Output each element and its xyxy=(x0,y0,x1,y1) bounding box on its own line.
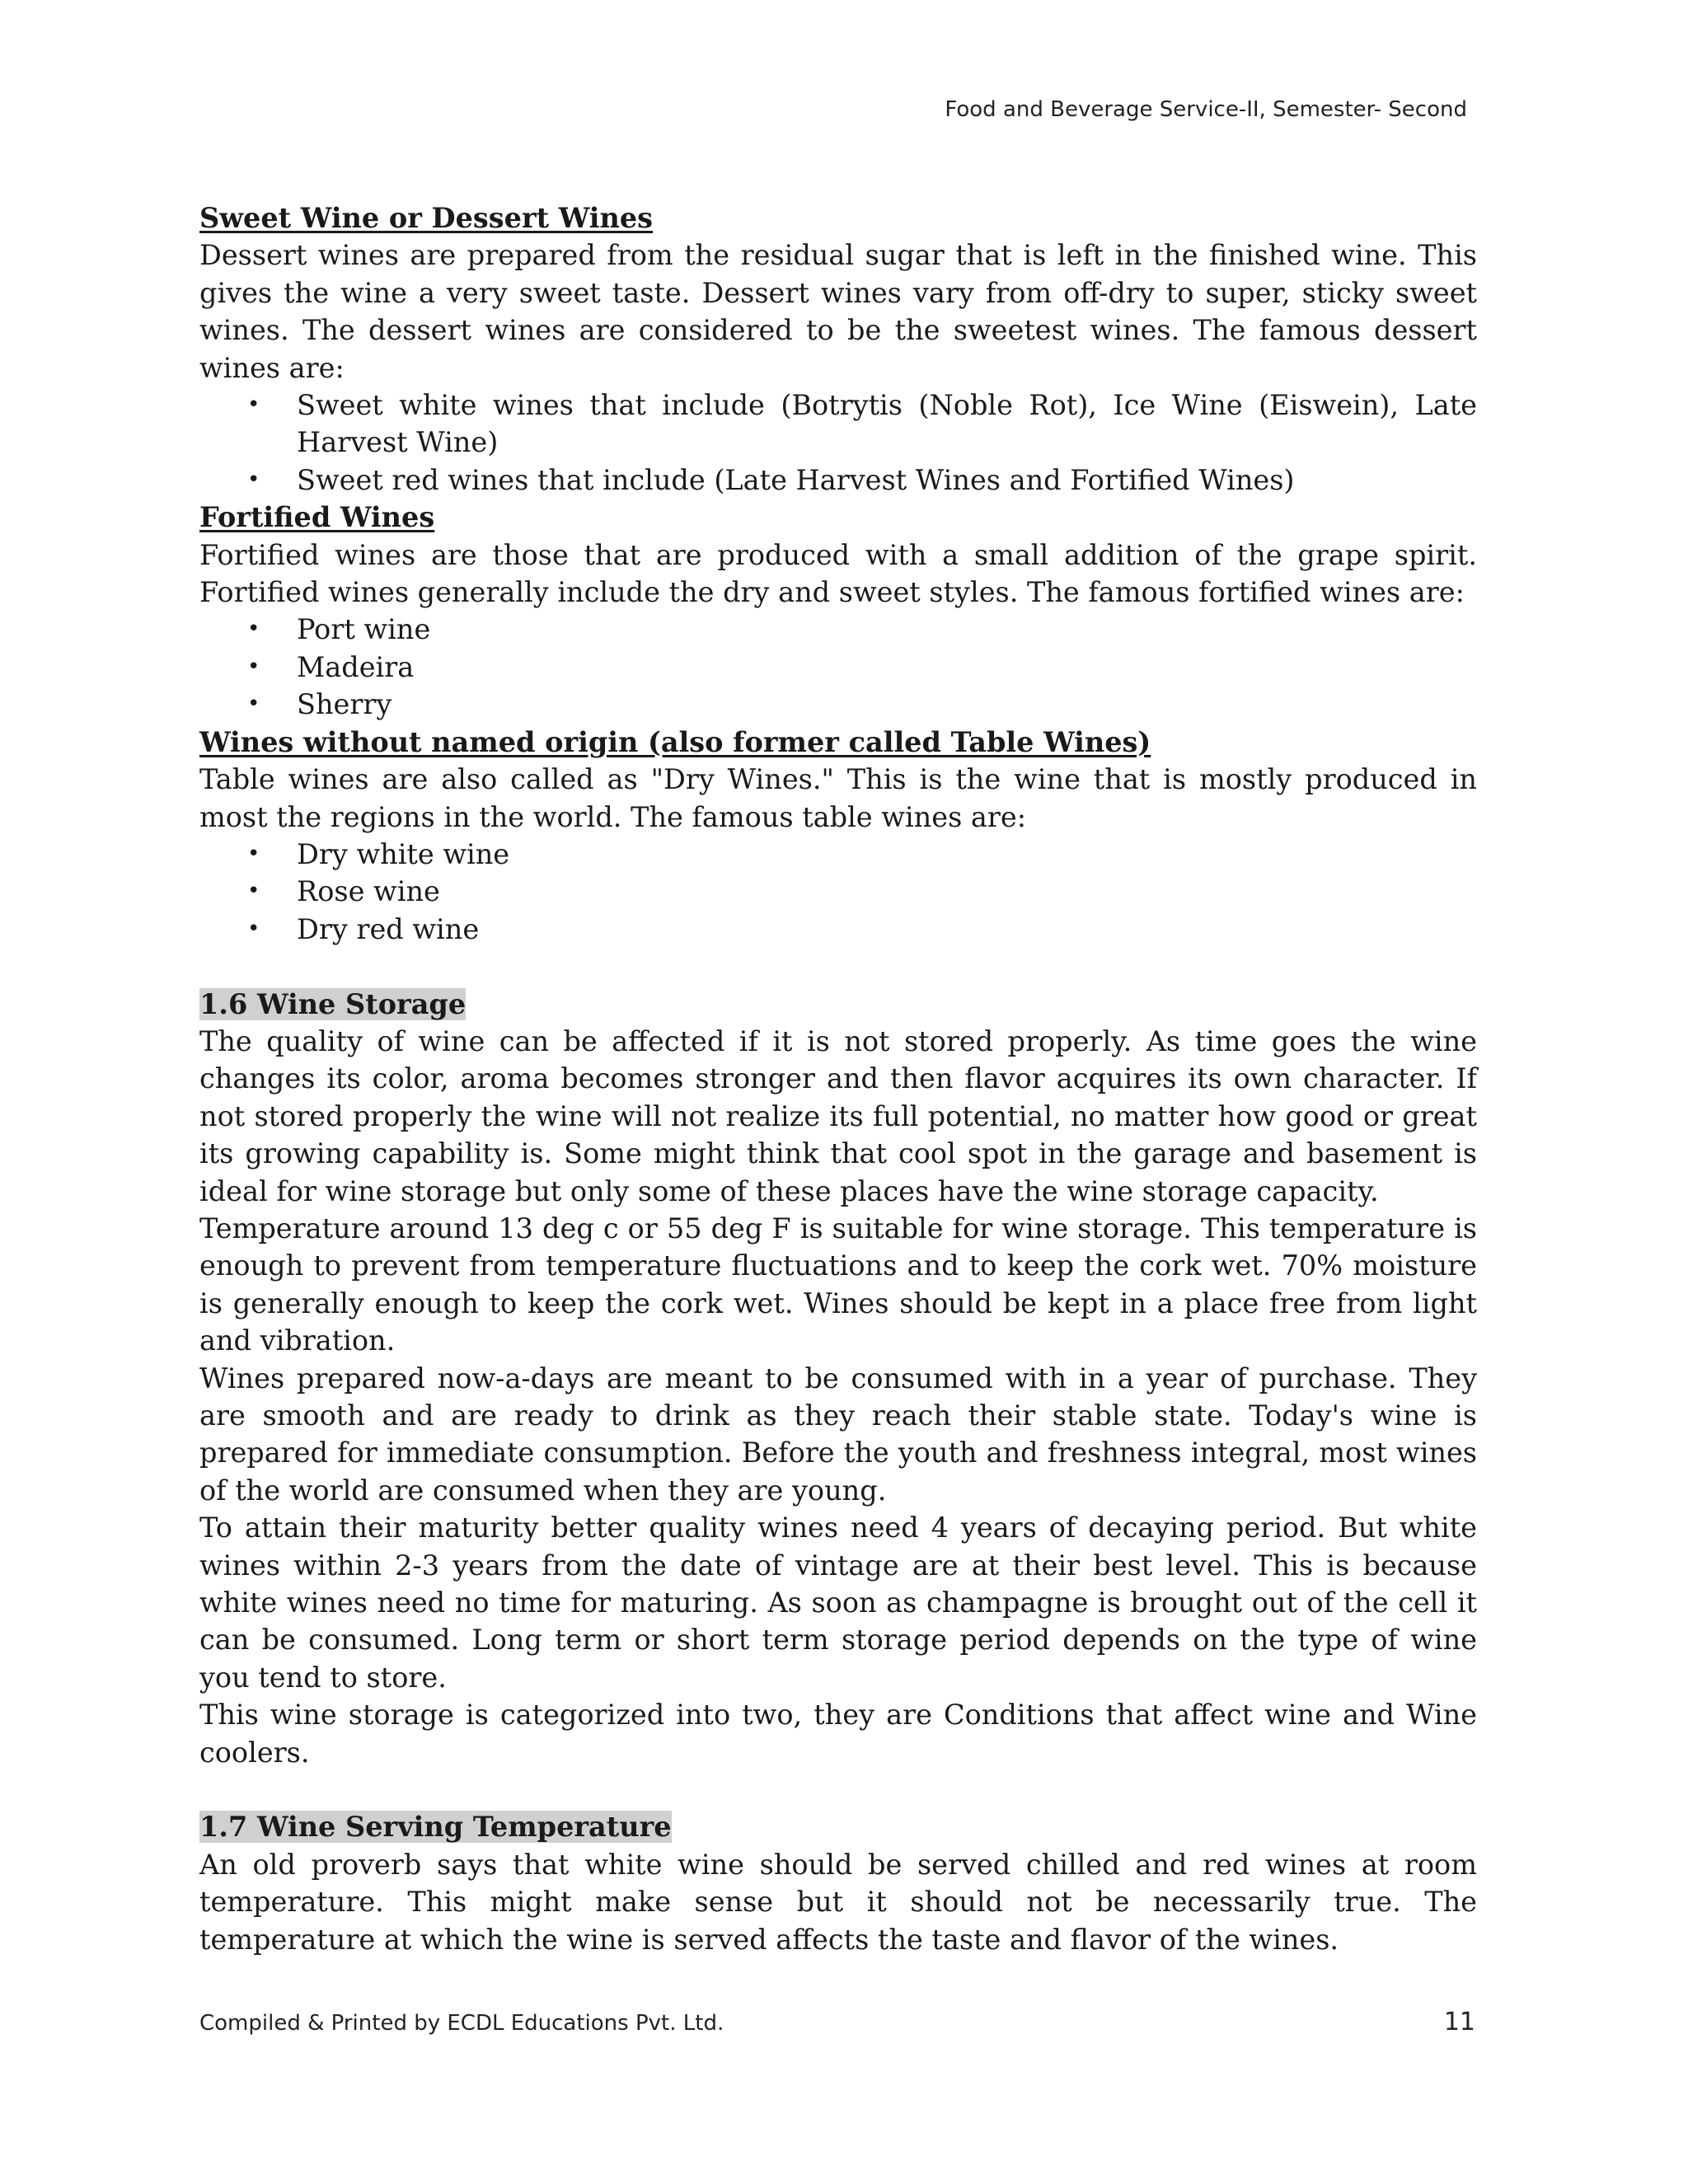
heading-sweet-wines: Sweet Wine or Dessert Wines xyxy=(199,202,654,234)
list-item xyxy=(199,836,1477,873)
bullet-icon: • xyxy=(247,691,260,717)
paragraph-storage-1: The quality of wine can be affected if it is not stored properly. As time goes the wine changes its color, aroma becomes stronger and then flavor acquires its own character. If not stored properly the wine will not realize its full potential, no matter how good or great its growing capability is. Some might think that cool spot in the garage and basement is ideal for wine storage but only some of these places have the wine storage capacity. xyxy=(199,1024,1477,1207)
list-item-text: Rose wine xyxy=(297,875,440,908)
bullet-icon: • xyxy=(247,841,260,866)
list-item xyxy=(199,911,1477,948)
paragraph-sweet-wines: Dessert wines are prepared from the residual sugar that is left in the finished wine. This gives the wine a very sweet taste. Dessert wines vary from off-dry to super, sticky sweet wines. The dessert wines are considered to be the sweetest wines. The famous dessert wines are: xyxy=(199,239,1477,384)
bullet-icon: • xyxy=(247,616,260,642)
paragraph-storage-4: To attain their maturity better quality wines need 4 years of decaying period. But white wines within 2-3 years from the date of vintage are at their best level. This is because white wines need no time for maturing. As soon as champagne is brought out of the cell it can be consumed. Long term or short term storage period depends on the type of wine you tend to store. xyxy=(199,1511,1477,1694)
list-item-text: Dry white wine xyxy=(297,837,510,870)
paragraph-fortified-wines: Fortified wines are those that are produced with a small addition of the grape spirit. Fortified wines generally include the dry and sweet styles. The famous fortified wines are: xyxy=(199,538,1477,609)
paragraph-storage-3: Wines prepared now-a-days are meant to be consumed with in a year of purchase. They are smooth and are ready to drink as they reach their stable state. Today's wine is prepared for immediate consumption. Before the youth and freshness integral, most wines of the world are consumed when they are young. xyxy=(199,1361,1477,1507)
list-item-text: Sweet white wines that include (Botrytis (Noble Rot), Ice Wine (Eiswein), Late Harvest Wine) xyxy=(297,389,1477,459)
paragraph-storage-2: Temperature around 13 deg c or 55 deg F is suitable for wine storage. This temperature is enough to prevent from temperature fluctuations and to keep the cork wet. 70% moisture is generally enough to keep the cork wet. Wines should be kept in a place free from light and vibration. xyxy=(199,1212,1477,1357)
running-header: Food and Beverage Service-II, Semester- Second xyxy=(945,97,1467,122)
heading-wine-serving-text: 1.7 Wine Serving Temperature xyxy=(199,1811,672,1844)
bullet-icon: • xyxy=(247,392,260,418)
bullet-icon: • xyxy=(247,879,260,904)
bullet-icon: • xyxy=(247,466,260,492)
paragraph-storage-5: This wine storage is categorized into two, they are Conditions that affect wine and Wine coolers. xyxy=(199,1699,1477,1769)
list-item xyxy=(199,873,1477,910)
heading-wine-storage-text: 1.6 Wine Storage xyxy=(199,987,467,1020)
list-item-text: Sweet red wines that include (Late Harvest Wines and Fortified Wines) xyxy=(297,463,1295,496)
section-spacer xyxy=(199,948,1477,985)
page-number: 11 xyxy=(1443,2008,1475,2036)
list-item-text: Port wine xyxy=(297,613,431,646)
heading-wine-serving-temperature xyxy=(199,1808,1477,1845)
list-item xyxy=(199,387,1477,462)
footer-publisher: Compiled & Printed by ECDL Educations Pvt. Ltd. xyxy=(199,2011,724,2036)
paragraph-table-wines: Table wines are also called as "Dry Wines." This is the wine that is mostly produced in most the regions in the world. The famous table wines are: xyxy=(199,763,1477,833)
bullet-icon: • xyxy=(247,654,260,679)
list-fortified-wines xyxy=(199,611,1477,723)
bullet-icon: • xyxy=(247,916,260,941)
page-content xyxy=(199,199,1477,1958)
list-table-wines xyxy=(199,836,1477,948)
section-spacer xyxy=(199,1771,1477,1808)
heading-fortified-wines: Fortified Wines xyxy=(199,501,435,534)
list-item-text: Dry red wine xyxy=(297,912,480,945)
list-sweet-wines xyxy=(199,387,1477,499)
paragraph-serving: An old proverb says that white wine should be served chilled and red wines at room temperature. This might make sense but it should not be necessarily true. The temperature at which the wine is served affects the taste and flavor of the wines. xyxy=(199,1848,1477,1956)
list-item xyxy=(199,611,1477,648)
list-item-text: Sherry xyxy=(297,688,392,721)
list-item xyxy=(199,462,1477,499)
heading-table-wines: Wines without named origin (also former called Table Wines) xyxy=(199,725,1151,758)
heading-wine-storage xyxy=(199,986,1477,1023)
list-item xyxy=(199,649,1477,686)
list-item-text: Madeira xyxy=(297,650,415,683)
list-item xyxy=(199,686,1477,723)
